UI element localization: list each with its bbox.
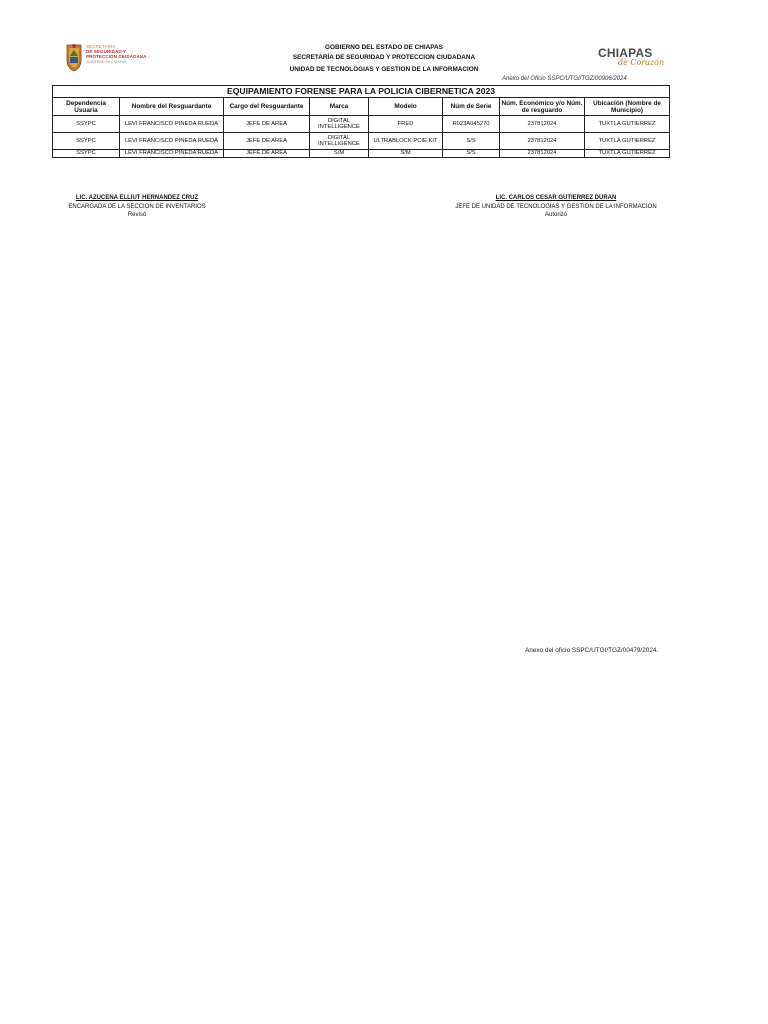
logo-line-3: PROTECCIÓN CIUDADANA: [86, 54, 147, 60]
table-cell: JEFE DE AREA: [224, 116, 310, 133]
column-header: Cargo del Resguardante: [224, 98, 310, 116]
table-cell: S/S: [443, 133, 500, 150]
table-title-row: [53, 86, 670, 98]
column-header: Modelo: [369, 98, 443, 116]
table-cell: LEVI FRANCISCO PINEDA RUEDA: [120, 116, 224, 133]
table-row: [53, 133, 670, 150]
table-row: [53, 116, 670, 133]
signature-name: LIC. CARLOS CESAR GUTIERREZ DURAN: [495, 195, 617, 201]
table-cell: JEFE DE AREA: [224, 133, 310, 150]
table-cell: 237812024: [500, 150, 585, 158]
table-cell: DIGITAL INTELLIGENCE: [310, 133, 369, 150]
table-cell: DIGITAL INTELLIGENCE: [310, 116, 369, 133]
column-header: Núm. Económico y/o Núm. de resguardo: [500, 98, 585, 116]
table-cell: S/S: [443, 150, 500, 158]
signature-role: Autorizó: [544, 212, 567, 218]
table-header-row: [53, 98, 670, 116]
signature-title: JEFE DE UNIDAD DE TECNOLOGIAS Y GESTION DE LA INFORMACION: [455, 203, 657, 210]
column-header: Núm de Serie: [443, 98, 500, 116]
table-cell: FRED: [369, 116, 443, 133]
signature-name: LIC. AZUCENA ELLIUT HERNANDEZ CRUZ: [75, 195, 199, 201]
column-header: Nombre del Resguardante: [120, 98, 224, 116]
signature-role: Revisó: [127, 212, 147, 218]
header-secretariat: SECRETARÍA DE SEGURIDAD Y PROTECCION CIUDADANA: [292, 54, 476, 61]
logo-line-1: SECRETARÍA: [86, 44, 116, 49]
header-unit: UNIDAD DE TECNOLOGIAS Y GESTION DE LA INFORMACION: [289, 66, 479, 73]
table-cell: R023A045270: [443, 116, 500, 133]
column-header: Dependencia Usuaria: [53, 98, 120, 116]
header-government: GOBIERNO DEL ESTADO DE CHIAPAS: [325, 44, 443, 51]
inventory-table: [52, 85, 670, 158]
table-cell: SSYPC: [53, 133, 120, 150]
table-cell: JEFE DE AREA: [224, 150, 310, 158]
chiapas-logo-script: de Corazón: [618, 58, 665, 67]
table-row: [53, 150, 670, 158]
chiapas-logo: [598, 47, 668, 71]
logo-line-4: GOBIERNO DE CHIAPAS: [86, 59, 127, 64]
table-cell: TUXTLA GUTIERREZ: [585, 116, 670, 133]
table-cell: SSYPC: [53, 116, 120, 133]
table-cell: ULTRABLOCK PCIE KIT: [369, 133, 443, 150]
logo-line-2: DE SEGURIDAD Y: [86, 49, 127, 55]
table-cell: 237812024: [500, 133, 585, 150]
signature-title: ENCARGADA DE LA SECCION DE INVENTARIOS: [68, 203, 206, 210]
table-title: EQUIPAMIENTO FORENSE PARA LA POLICIA CIBERNETICA 2023: [53, 86, 670, 98]
table-cell: LEVI FRANCISCO PINEDA RUEDA: [120, 133, 224, 150]
anexo-reference-top: Anexo del Oficio SSPC/UTGI/TGZ/00906/2024: [502, 76, 627, 82]
column-header: Marca: [310, 98, 369, 116]
table-cell: TUXTLA GUTIERREZ: [585, 150, 670, 158]
anexo-reference-bottom: Anexo del oficio SSPC/UTGI/TGZ/00479/2024.: [525, 647, 659, 654]
signature-block-reviewer: [40, 194, 234, 220]
signature-block-approver: [430, 194, 682, 220]
chiapas-logo-word: CHIAPAS: [598, 46, 653, 60]
table-cell: LEVI FRANCISCO PINEDA RUEDA: [120, 150, 224, 158]
table-cell: S/M: [369, 150, 443, 158]
table-cell: S/M: [310, 150, 369, 158]
table-cell: SSYPC: [53, 150, 120, 158]
column-header: Ubicación (Nombre de Municipio): [585, 98, 670, 116]
table-cell: 237812024: [500, 116, 585, 133]
table-cell: TUXTLA GUTIERREZ: [585, 133, 670, 150]
